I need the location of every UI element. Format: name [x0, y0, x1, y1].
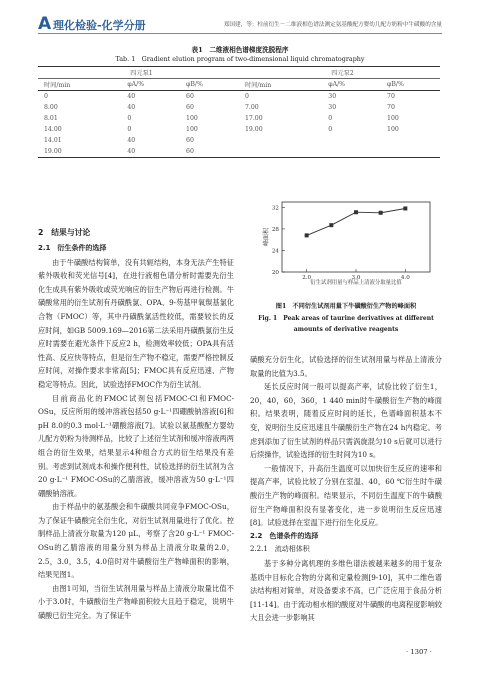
paragraph: 由图1可知，当衍生试剂用量与样品上清液分取量比值不小于3.0时，牛磺酸衍生产物峰面积较大且趋于稳定，说明牛磺酸已衍生完全。为了保证牛 — [38, 583, 234, 621]
table-cell: 0 — [44, 93, 48, 100]
chart-x-axis-label: 衍生试剂用量与样品上清液分取量比值 — [310, 280, 402, 286]
table-cell: 0 — [328, 126, 333, 133]
table-cell — [381, 135, 440, 146]
chart-x-tick-label: 2.0 — [302, 275, 312, 281]
figure-caption-cn: 图1 不同衍生试剂用量下牛磺酸衍生产物的峰面积 — [275, 303, 417, 310]
table-cell — [322, 146, 381, 158]
table-header: φB/% — [180, 79, 239, 91]
table-header: φB/% — [381, 79, 440, 91]
table-cell: 19.00 — [244, 126, 263, 133]
table-cell: 60 — [186, 93, 194, 100]
table-cell — [322, 135, 381, 146]
table-cell: 40 — [127, 104, 136, 111]
table-caption-en: Tab. 1 Gradient elution program of two-dimensional liquid chromatography — [115, 55, 365, 63]
table-row — [38, 135, 440, 146]
table-cell: 70 — [387, 93, 395, 100]
chart-y-axis-label: 峰面积 — [263, 227, 270, 247]
table-cell: 100 — [387, 126, 399, 133]
table-row — [38, 124, 440, 135]
chart-data-point — [305, 233, 309, 237]
table-row — [38, 146, 440, 158]
table-cell: 0 — [328, 115, 333, 122]
table-cell: 14.01 — [44, 137, 62, 144]
journal-logo-mark: A — [38, 14, 52, 34]
table-cell: 100 — [186, 115, 198, 122]
table-cell: 60 — [186, 137, 194, 144]
table-cell: 14.00 — [44, 126, 62, 133]
figure-caption-en: Fig. 1 Peak areas of taurine derivatives at different amounts of derivative reagents — [258, 315, 434, 333]
elution-table — [38, 66, 440, 158]
paragraph: 由于样品中的氨基酸会和牛磺酸共同竞争FMOC-OSu，为了保证牛磺酸完全衍生化，对衍生试剂用量进行了优化。控制样品上清液分取量为120 μL，考察了含20 g·L⁻¹ FMOC-OSu的乙腈溶液的用量分别为样品上清液分取量的2.0，2.5，3.0，3.5，4.0倍时对牛磺酸衍生产物峰面积的影响，结果见图1。 — [38, 502, 234, 580]
table-cell: 0 — [244, 93, 249, 100]
paragraph: 一般情况下，升高衍生温度可以加快衍生反应的速率和提高产率，试验比较了分别在室温、40，60 ℃衍生时牛磺酸衍生产物的峰面积。结果显示，不同衍生温度下的牛磺酸衍生产物峰面积没有显著变化，进一步说明衍生反应迅速[8]。试验选择在室温下进行衍生化反应。 — [250, 463, 442, 528]
paragraph: 目前商品化的FMOC试剂包括FMOC-Cl和FMOC-OSu，反应所用的缓冲溶液包括50 g·L⁻¹四硼酸钠溶液[6]和pH 8.0的0.3 mol·L⁻¹硼酸溶液[7]。试验以氨基酸配方婴幼儿配方奶粉为待测样品，比较了上述衍生试剂和缓冲溶液两两组合的衍生效果，结果显示4种组合方式的衍生结果没有差别。考虑到试剂成本和操作便利性，试验选择的衍生试剂为含20 g·L⁻¹ FMOC-OSu的乙腈溶液，缓冲溶液为50 g·L⁻¹四硼酸钠溶液。 — [38, 393, 234, 498]
table-cell: 8.01 — [44, 115, 58, 122]
table-header: 时间/min — [38, 79, 121, 91]
chart-x-tick-label: 3.0 — [351, 275, 361, 281]
table-header: 时间/min — [239, 79, 322, 91]
chart-data-point — [403, 206, 407, 210]
table-cell: 17.00 — [244, 115, 263, 122]
table-header: φA/% — [322, 79, 381, 91]
table-cell: 7.00 — [244, 104, 259, 111]
table-cell — [381, 146, 440, 158]
chart-y-tick-label: 24 — [271, 248, 279, 255]
journal-logo — [38, 14, 146, 34]
paragraph: 延长反应时间一般可以提高产率，试验比较了衍生1，20，40，60，360，1 440 min时牛磺酸衍生产物的峰面积。结果表明，随着反应时间的延长，色谱峰面积基本不变，说明衍生反应迅速且牛磺酸衍生产物在24 h内稳定。考虑到添加了衍生试剂的样品只需涡旋混匀10 s后就可以进行后续操作，试验选择的衍生时间为10 s。 — [250, 382, 442, 460]
table-cell: 100 — [387, 115, 399, 122]
table-header: φA/% — [121, 79, 180, 91]
paragraph: 由于牛磺酸结构简单，没有共轭结构，本身无法产生特征紫外吸收和荧光信号[4]，在进行液相色谱分析时需要先衍生化生成具有紫外吸收或荧光响应的衍生产物后再进行检测。牛磺酸常用的衍生试剂有丹磺酰氯、OPA、9-芴基甲氧羰基氯化合物（FMOC）等，其中丹磺酰氯活性较低，需要较长的反应时间，如GB 5009.169—2016第二法采用丹磺酰氯衍生反应时需要在避光条件下反应2 h，检测效率较低；OPA具有活性高、反应快等特点，但是衍生产物不稳定，需要严格控制反应时间，对操作要求非常高[5]；FMOC具有反应迅速、产物稳定等特点。因此，试验选择FMOC作为衍生试剂。 — [38, 257, 234, 389]
table-cell — [239, 146, 322, 158]
paragraph: 磺酸充分衍生化，试验选择的衍生试剂用量与样品上清液分取量的比值为3.5。 — [250, 355, 442, 378]
table-cell: 40 — [127, 93, 136, 100]
table-group-pump1: 四元泵1 — [38, 67, 239, 79]
subsection-heading: 2.1 衍生条件的选择 — [38, 244, 107, 252]
table-caption-cn: 表1 二维液相色谱梯度洗脱程序 — [191, 46, 289, 54]
paragraph: 基于多种分离机理的多维色谱法被越来越多的用于复杂基质中目标化合物的分离和定量检测[9-10]，其中二维色谱法结构相对简单，对设备要求不高，已广泛应用于食品分析[11-14]。由于流动相水相的酸度对牛磺酸的电离程度影响较大且会进一步影响其 — [250, 558, 442, 623]
table-cell: 30 — [328, 93, 337, 100]
header-rule — [38, 33, 442, 34]
table-cell: 40 — [121, 146, 180, 158]
journal-brand-text: 理化检验-化学分册 — [53, 19, 146, 32]
running-head: 郑国建，等：柱前衍生－二维液相色谱法测定氨基酸配方婴幼儿配方奶粉中牛磺酸的含量 — [223, 22, 442, 28]
page-number: · 1307 · — [406, 648, 432, 656]
subsubsection-heading: 2.2.1 流动相体积 — [250, 545, 310, 554]
chart-y-tick-label: 20 — [271, 270, 279, 276]
table-cell: 0 — [127, 126, 132, 133]
chart-data-point — [354, 210, 358, 214]
table-cell: 60 — [186, 104, 194, 111]
chart-data-point — [329, 223, 333, 227]
page-header — [0, 0, 480, 36]
section-heading: 2 结果与讨论 — [38, 228, 91, 237]
table-row — [38, 113, 440, 124]
chart-y-tick-label: 28 — [271, 226, 279, 233]
table-cell: 70 — [387, 104, 395, 111]
table-cell: 19.00 — [38, 146, 121, 158]
right-column — [250, 353, 442, 625]
subsection-heading: 2.2 色谱条件的选择 — [250, 531, 319, 540]
left-column — [38, 226, 234, 623]
table-cell: 100 — [186, 126, 198, 133]
peak-area-chart — [260, 200, 438, 286]
table-row — [38, 91, 440, 103]
table-cell: 40 — [127, 137, 136, 144]
chart-x-tick-label: 4.0 — [400, 275, 410, 281]
chart-y-tick-label: 32 — [271, 205, 279, 212]
table-row — [38, 102, 440, 113]
chart-data-point — [379, 211, 383, 215]
table-group-pump2: 四元泵2 — [239, 67, 440, 79]
table-cell — [239, 135, 322, 146]
table-cell: 30 — [328, 104, 337, 111]
table-cell: 0 — [127, 115, 132, 122]
table-cell: 60 — [180, 146, 239, 158]
table-cell: 8.00 — [44, 104, 58, 111]
